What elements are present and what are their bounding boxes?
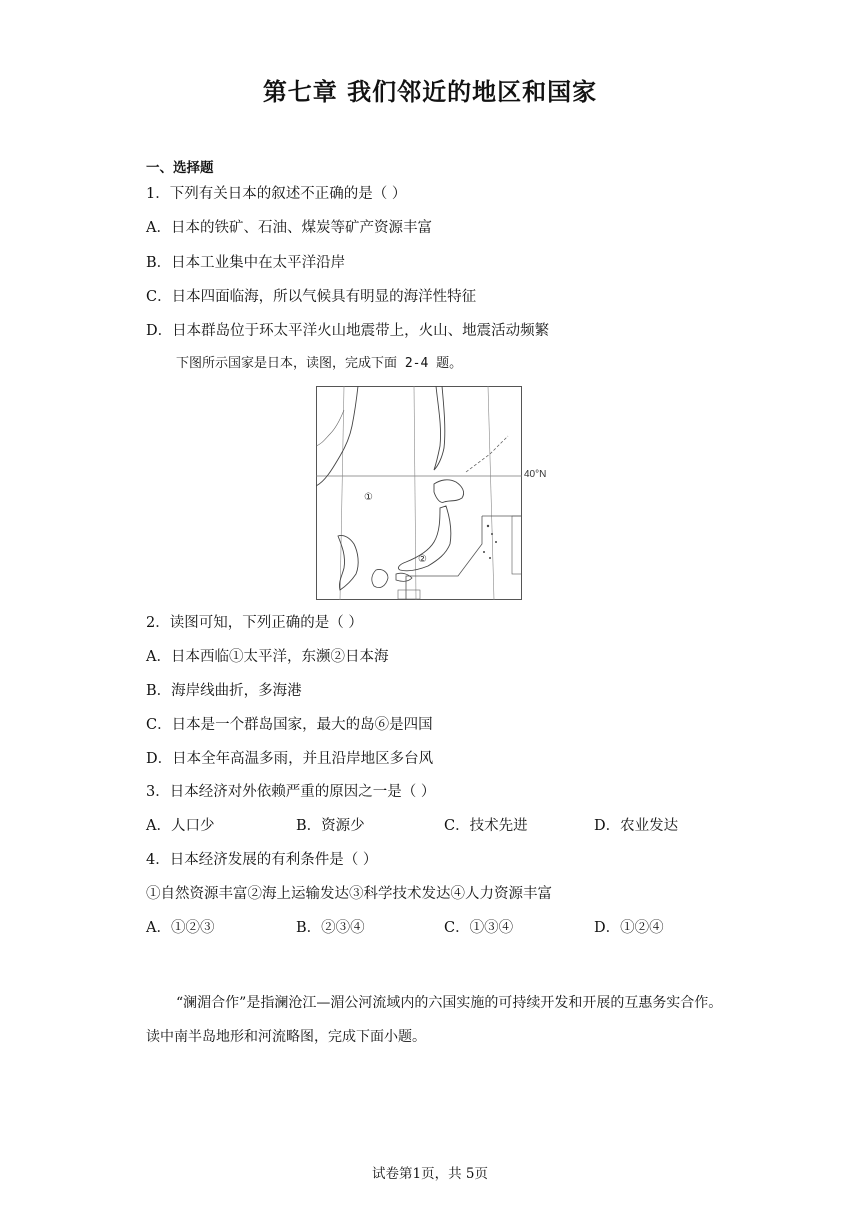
question-2-option-c: C．日本是一个群岛国家，最大的岛⑥是四国 — [146, 717, 433, 733]
reading-passage: “澜湄合作”是指澜沧江—湄公河流域内的六国实施的可持续开发和开展的互惠务实合作。读中南半岛地形和河流略图，完成下面小题。 — [146, 995, 723, 1045]
page-title: 第七章 我们邻近的地区和国家 — [262, 78, 598, 106]
page-footer: 试卷第1页，共 5页 — [372, 1166, 488, 1182]
question-4-option-d: D．①②④ — [594, 920, 664, 936]
question-2-stem: 2．读图可知，下列正确的是（ ） — [146, 615, 363, 631]
question-4-conditions: ①自然资源丰富②海上运输发达③科学技术发达④人力资源丰富 — [146, 886, 552, 902]
map-intro: 下图所示国家是日本，读图，完成下面 2-4 题。 — [176, 356, 463, 371]
question-2-option-b: B．海岸线曲折，多海港 — [146, 683, 302, 699]
question-2-option-a: A．日本西临①太平洋，东濒②日本海 — [146, 649, 389, 665]
map-marker-2: ② — [418, 554, 427, 565]
japan-map — [316, 386, 522, 600]
question-3-option-c: C．技术先进 — [444, 818, 528, 834]
question-1-stem: 1．下列有关日本的叙述不正确的是（ ） — [146, 186, 407, 202]
question-3-option-a: A．人口少 — [146, 818, 215, 834]
question-4-option-c: C．①③④ — [444, 920, 514, 936]
question-3-option-b: B．资源少 — [296, 818, 365, 834]
map-latitude-label: 40°N — [524, 469, 547, 480]
question-3-option-d: D．农业发达 — [594, 818, 679, 834]
map-marker-1: ① — [364, 492, 373, 503]
question-4-stem: 4．日本经济发展的有利条件是（ ） — [146, 852, 378, 868]
question-4-option-b: B．②③④ — [296, 920, 365, 936]
question-1-option-c: C．日本四面临海，所以气候具有明显的海洋性特征 — [146, 289, 477, 305]
question-1-option-b: B．日本工业集中在太平洋沿岸 — [146, 255, 346, 271]
question-1-option-a: A．日本的铁矿、石油、煤炭等矿产资源丰富 — [146, 220, 432, 236]
question-4-option-a: A．①②③ — [146, 920, 215, 936]
section-heading-choice: 一、选择题 — [146, 160, 214, 176]
question-3-stem: 3．日本经济对外依赖严重的原因之一是（ ） — [146, 784, 436, 800]
question-2-option-d: D．日本全年高温多雨，并且沿岸地区多台风 — [146, 751, 434, 767]
question-1-option-d: D．日本群岛位于环太平洋火山地震带上，火山、地震活动频繁 — [146, 323, 550, 339]
